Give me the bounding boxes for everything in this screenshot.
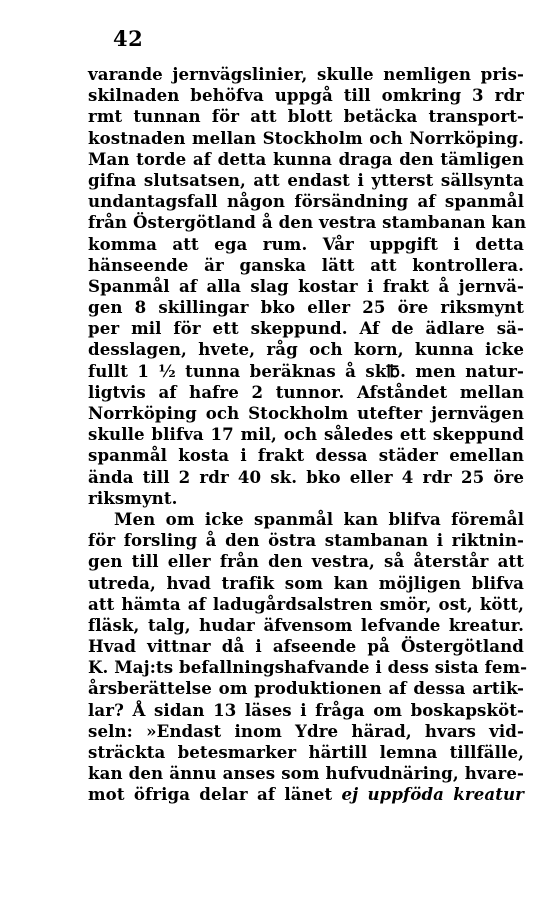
text-line: sträckta betesmarker härtill lemna tillfälle, bbox=[88, 742, 524, 762]
text-line: från Östergötland å den vestra stambanan kan bbox=[88, 212, 527, 233]
text-line: Norrköping och Stockholm utefter jernvägen bbox=[88, 403, 524, 423]
page-number: 42 bbox=[113, 26, 144, 51]
text-line: gifna slutsatsen, att endast i ytterst sällsynta bbox=[88, 169, 524, 190]
text-line: ända till 2 rdr 40 sk. bko eller 4 rdr 25 öre bbox=[88, 466, 524, 487]
text-line-final bbox=[88, 784, 524, 805]
text-line: gen till eller från den vestra, så återstår att bbox=[88, 551, 524, 572]
text-line: hänseende är ganska lätt att kontrollera. bbox=[88, 254, 524, 275]
text-line: seln: »Endast inom Ydre härad, hvars vid- bbox=[88, 720, 524, 741]
text-line: gen 8 skillingar bko eller 25 öre riksmynt bbox=[88, 297, 524, 318]
text-line: fläsk, talg, hudar äfvensom lefvande kreatur. bbox=[88, 614, 524, 635]
text-line: rmt tunnan för att blott betäcka transport- bbox=[88, 106, 524, 127]
text-line: ligtvis af hafre 2 tunnor. Afståndet mellan bbox=[88, 381, 524, 402]
text-line: Man torde af detta kunna draga den tämligen bbox=[88, 148, 524, 169]
text-line: spanmål kosta i frakt dessa städer emellan bbox=[88, 445, 524, 466]
text-line: skilnaden behöfva uppgå till omkring 3 rdr bbox=[88, 85, 524, 106]
text-line: årsberättelse om produktionen af dessa artik- bbox=[88, 678, 524, 699]
text-line: kan den ännu anses som hufvudnäring, hvare- bbox=[88, 763, 524, 784]
text-line: riksmynt. bbox=[88, 487, 178, 508]
text-line: lar? Å sidan 13 läses i fråga om boskapsköt- bbox=[88, 699, 524, 720]
text-line: fullt 1 ½ tunna beräknas å sk℔. men natur- bbox=[88, 360, 524, 381]
text-line: K. Maj:ts befallningshafvande i dess sista fem- bbox=[88, 657, 528, 678]
text-line: för forsling å den östra stambanan i riktnin- bbox=[88, 530, 524, 551]
text-line: varande jernvägslinier, skulle nemligen pris- bbox=[88, 64, 524, 84]
text-line-final-plain: mot öfriga delar af länet bbox=[88, 784, 342, 805]
text-line: att hämta af ladugårdsalstren smör, ost, kött, bbox=[88, 593, 524, 614]
body-text bbox=[88, 64, 528, 806]
text-line: kostnaden mellan Stockholm och Norrköping. bbox=[88, 127, 524, 148]
text-line: per mil för ett skeppund. Af de ädlare sä- bbox=[88, 318, 524, 339]
text-line: utreda, hvad trafik som kan möjligen blifva bbox=[88, 572, 524, 593]
text-line: Spanmål af alla slag kostar i frakt å jernvä- bbox=[88, 275, 524, 296]
text-line: Hvad vittnar då i afseende på Östergötland bbox=[88, 636, 524, 657]
text-line-final-italic: ej uppföda kreatur bbox=[341, 784, 524, 805]
text-line: Men om icke spanmål kan blifva föremål bbox=[114, 508, 524, 529]
text-line: komma att ega rum. Vår uppgift i detta bbox=[88, 233, 524, 254]
text-line: skulle blifva 17 mil, och således ett skeppund bbox=[88, 424, 524, 445]
text-line: undantagsfall någon försändning af spanmål bbox=[88, 191, 524, 212]
text-line: desslagen, hvete, råg och korn, kunna icke bbox=[88, 339, 524, 360]
